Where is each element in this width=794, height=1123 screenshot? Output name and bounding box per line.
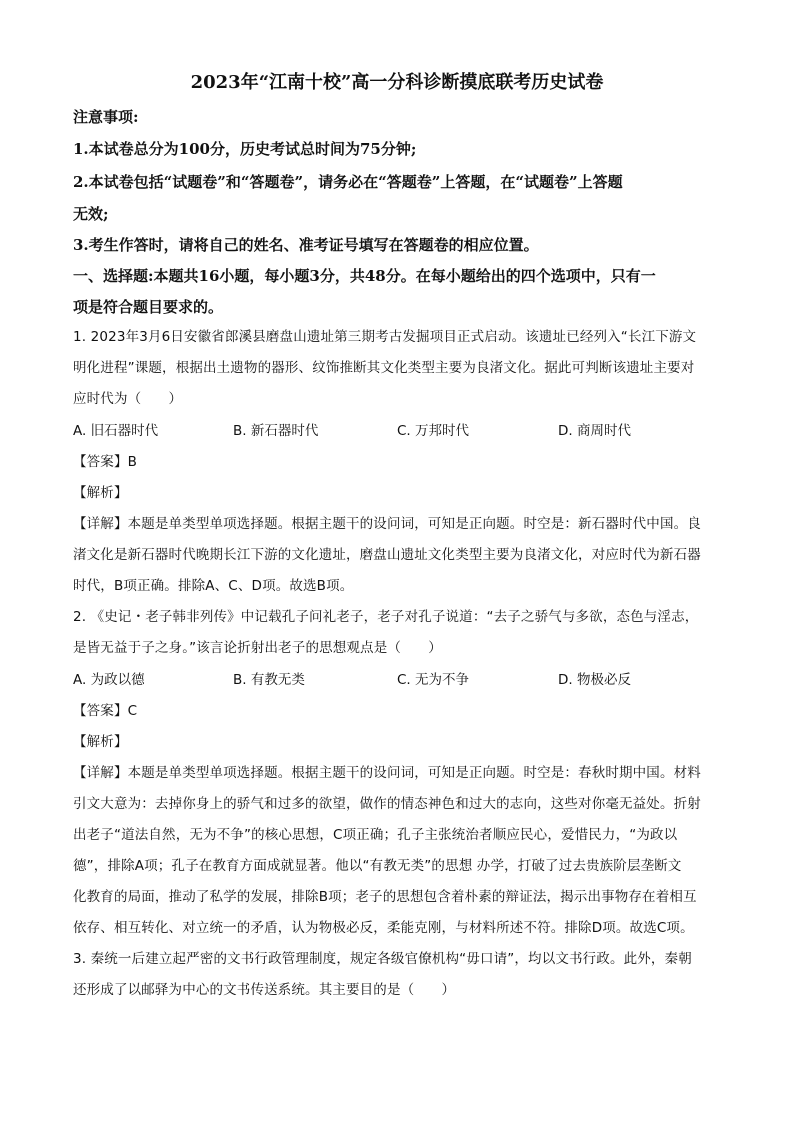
q2-detail-line-3: 出老子“道法自然，无为不争”的核心思想，C项正确；孔子主张统治者顺应民心，爱惜民力，“为政以 [73, 827, 678, 843]
q1-detail-line-2: 渚文化是新石器时代晚期长江下游的文化遗址，磨盘山遗址文化类型主要为良渚文化，对应时代为新石器 [73, 547, 701, 563]
notice-item-1: 1.本试卷总分为100分，历史考试总时间为75分钟; [73, 140, 417, 158]
q2-stem-line-1: 2. 《史记・老子韩非列传》中记载孔子问礼老子，老子对孔子说道：“去子之骄气与多欲，态色与淫志， [73, 609, 699, 625]
q1-option-d: D. 商周时代 [558, 423, 631, 439]
q1-option-a: A. 旧石器时代 [73, 423, 159, 439]
notice-item-2-cont: 无效; [73, 205, 109, 223]
q2-detail-line-4: 德”，排除A项；孔子在教育方面成就显著。他以“有教无类”的思想 办学，打破了过去贵族阶层垄断文 [73, 858, 682, 874]
q1-analysis: 【解析】 [73, 485, 128, 501]
q2-detail-line-5: 化教育的局面，推动了私学的发展，排除B项；老子的思想包含着朴素的辩证法，揭示出事物存在着相互 [73, 889, 697, 905]
q2-stem-line-2: 是皆无益于子之身。”该言论折射出老子的思想观点是（ ） [73, 640, 442, 656]
q1-answer: 【答案】B [73, 454, 138, 470]
page-title: 2023年“江南十校”高一分科诊断摸底联考历史试卷 [190, 72, 604, 93]
q1-stem-line-3: 应时代为（ ） [73, 391, 183, 407]
q3-stem-line-2: 还形成了以邮驿为中心的文书传送系统。其主要目的是（ ） [73, 982, 456, 998]
q2-answer: 【答案】C [73, 703, 138, 719]
q2-option-a: A. 为政以德 [73, 672, 145, 688]
notice-item-2: 2.本试卷包括“试题卷”和“答题卷”，请务必在“答题卷”上答题，在“试题卷”上答题 [73, 173, 623, 191]
q2-detail-line-1: 【详解】本题是单类型单项选择题。根据主题干的设问词，可知是正向题。时空是：春秋时期中国。材料 [73, 765, 701, 781]
q3-stem-line-1: 3. 秦统一后建立起严密的文书行政管理制度，规定各级官僚机构“毋口请”，均以文书行政。此外，秦朝 [73, 951, 692, 967]
q2-detail-line-6: 依存、相互转化、对立统一的矛盾，认为物极必反，柔能克刚，与材料所述不符。排除D项。故选C项。 [73, 920, 694, 936]
q1-option-b: B. 新石器时代 [233, 423, 319, 439]
q1-detail-line-1: 【详解】本题是单类型单项选择题。根据主题干的设问词，可知是正向题。时空是：新石器时代中国。良 [73, 516, 701, 532]
q2-option-d: D. 物极必反 [558, 672, 631, 688]
q1-stem-line-1: 1. 2023年3月6日安徽省郎溪县磨盘山遗址第三期考古发掘项目正式启动。该遗址已经列入“长江下游文 [73, 329, 697, 345]
section-heading-line-1: 一、选择题:本题共16小题，每小题3分，共48分。在每小题给出的四个选项中，只有一 [73, 267, 656, 285]
q1-option-c: C. 万邦时代 [397, 423, 470, 439]
notice-item-3: 3.考生作答时，请将自己的姓名、准考证号填写在答题卷的相应位置。 [73, 236, 539, 254]
q2-detail-line-2: 引文大意为：去掉你身上的骄气和过多的欲望，做作的情态神色和过大的志向，这些对你毫无益处。折射 [73, 796, 701, 812]
q1-stem-line-2: 明化进程”课题，根据出土遗物的器形、纹饰推断其文化类型主要为良渚文化。据此可判断该遗址主要对 [73, 360, 695, 376]
section-heading-line-2: 项是符合题目要求的。 [73, 298, 224, 316]
notice-heading: 注意事项: [73, 108, 139, 126]
q2-option-b: B. 有教无类 [233, 672, 305, 688]
q1-detail-line-3: 时代，B项正确。排除A、C、D项。故选B项。 [73, 578, 354, 594]
q2-analysis: 【解析】 [73, 734, 128, 750]
q2-option-c: C. 无为不争 [397, 672, 470, 688]
